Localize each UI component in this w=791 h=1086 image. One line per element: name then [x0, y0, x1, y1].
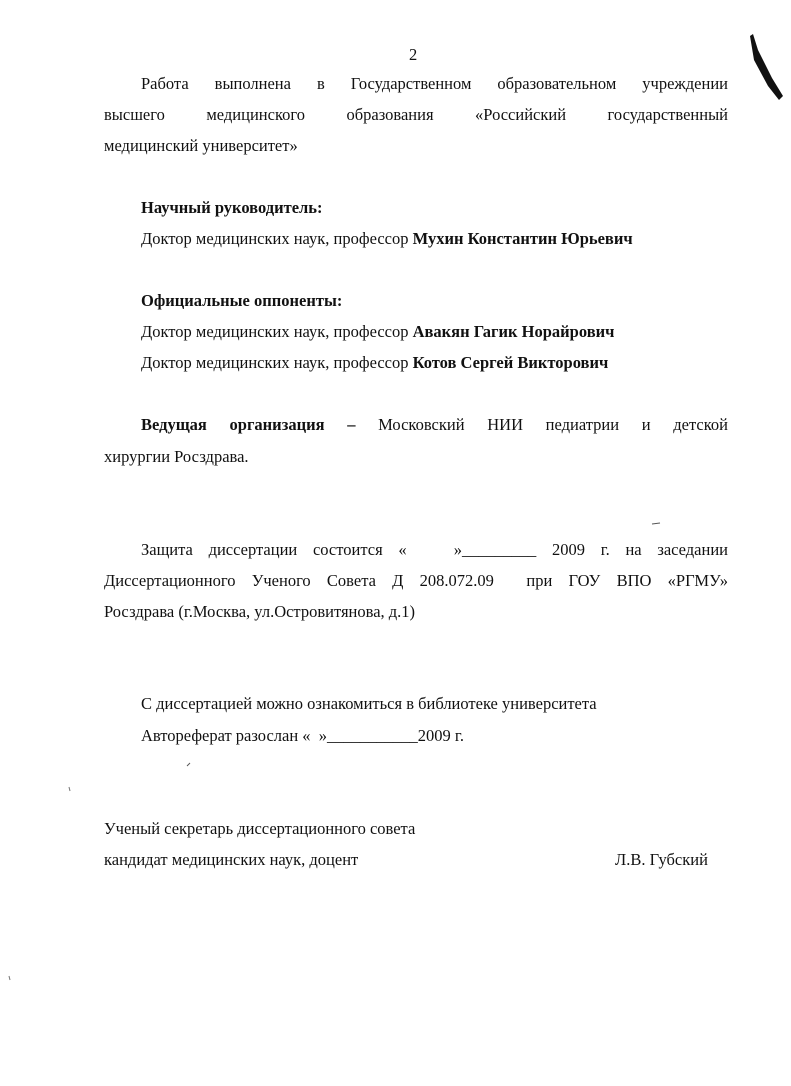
secretary-line-2: кандидат медицинских наук, доцент: [104, 850, 359, 869]
opponent-line-1: [141, 322, 614, 342]
library-line-1: С диссертацией можно ознакомиться в библиотеке университета: [141, 694, 597, 713]
supervisor-title: Доктор медицинских наук, профессор: [141, 229, 409, 248]
secretary-line-1: Ученый секретарь диссертационного совета: [104, 819, 416, 838]
scan-stroke-mark: [750, 34, 783, 100]
leading-org-dash: –: [347, 415, 356, 434]
defense-line-1: Защита диссертации состоится « »_________ 2009 г. на заседании: [141, 540, 728, 559]
scan-dot-mark-2: [69, 787, 70, 791]
supervisor-heading: [141, 198, 323, 218]
opponent-title-2: Доктор медицинских наук, профессор: [141, 353, 409, 372]
scan-dot-mark: [187, 763, 190, 766]
opponents-heading-text: Официальные оппоненты:: [141, 291, 343, 310]
opponent-name-2: Котов Сергей Викторович: [412, 353, 609, 372]
opponent-title-1: Доктор медицинских наук, профессор: [141, 322, 409, 341]
leading-org-line-2: хирургии Росздрава.: [104, 447, 249, 466]
supervisor-heading-text: Научный руководитель:: [141, 198, 323, 217]
leading-org-line-1: [141, 415, 728, 435]
leading-org-name: Московский НИИ педиатрии и детской: [378, 415, 728, 434]
page-number: 2: [409, 45, 418, 64]
scan-dash-mark: [652, 523, 660, 524]
leading-org-label: Ведущая организация: [141, 415, 325, 434]
defense-line-3: Росздрава (г.Москва, ул.Островитянова, д.1): [104, 602, 416, 621]
opponent-name-1: Авакян Гагик Норайрович: [412, 322, 615, 341]
secretary-signature-name: Л.В. Губский: [615, 850, 708, 869]
scan-dot-mark-3: [9, 976, 10, 980]
supervisor-line: [141, 229, 633, 249]
intro-line-2: высшего медицинского образования «Российский государственный: [104, 105, 728, 124]
opponents-heading: [141, 291, 342, 311]
intro-line-1: Работа выполнена в Государственном образовательном учреждении: [141, 74, 728, 93]
library-line-2: Автореферат разослан « »___________2009 г.: [141, 726, 464, 745]
supervisor-name: Мухин Константин Юрьевич: [412, 229, 633, 248]
defense-line-2: Диссертационного Ученого Совета Д 208.072.09 при ГОУ ВПО «РГМУ»: [104, 571, 728, 590]
opponent-line-2: [141, 353, 608, 373]
intro-line-3: медицинский университет»: [104, 136, 298, 155]
